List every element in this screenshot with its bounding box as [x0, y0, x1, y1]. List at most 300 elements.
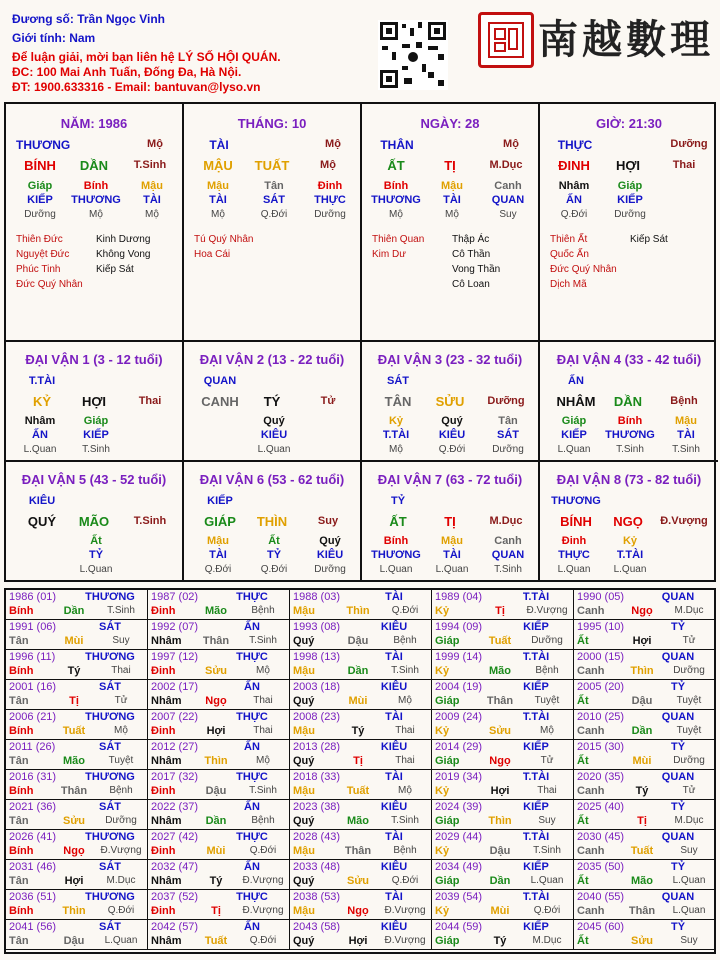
year-cell — [6, 800, 148, 830]
hidden-god: QUAN — [491, 194, 525, 206]
dai-van-title: ĐẠI VẬN 5 (43 - 52 tuổi) — [21, 472, 167, 487]
year-label: 1996 (11) — [9, 651, 56, 663]
year-state: Tuyệt — [108, 755, 134, 766]
year-branch: Mão — [489, 665, 511, 677]
year-branch: Tuất — [346, 785, 370, 797]
year-god: THỰC — [236, 771, 268, 783]
year-god: TỶ — [670, 801, 686, 813]
year-label: 1992 (07) — [151, 621, 199, 633]
annual-luck-grid — [4, 588, 716, 954]
hidden-state: T.Sinh — [672, 444, 700, 455]
year-god: TÀI — [385, 651, 403, 663]
dai-van-branch: TỊ — [444, 514, 456, 529]
year-stem: Bính — [9, 845, 34, 857]
earthly-branch: HỢI — [615, 158, 641, 173]
star-left: Thiên Ất — [550, 234, 588, 245]
year-branch: Dậu — [631, 695, 653, 707]
dai-van-state: Tử — [320, 395, 336, 407]
year-label: 2043 (58) — [293, 921, 341, 933]
year-stem: Tân — [9, 755, 29, 767]
year-stem: Giáp — [435, 875, 460, 887]
year-god: THƯƠNG — [85, 711, 135, 723]
hidden-stem: Giáp — [617, 180, 643, 192]
year-cell — [574, 590, 714, 620]
year-stem: Bính — [9, 605, 34, 617]
year-stem: Nhâm — [151, 755, 182, 767]
year-cell — [574, 710, 714, 740]
year-god: QUAN — [661, 771, 695, 783]
dai-van-grid — [4, 342, 716, 582]
year-stem: Bính — [9, 665, 34, 677]
year-stem: Tân — [9, 695, 29, 707]
hidden-stem: Nhâm — [558, 180, 590, 192]
year-state: Mộ — [540, 725, 554, 736]
year-stem: Nhâm — [151, 815, 182, 827]
year-label: 2020 (35) — [577, 771, 625, 783]
hidden-stem: Kỷ — [388, 415, 404, 427]
year-cell — [148, 620, 290, 650]
hidden-god: T.TÀI — [616, 549, 644, 561]
hidden-state: Mộ — [211, 209, 225, 220]
star-right: Vong Thần — [452, 264, 501, 275]
year-cell — [290, 830, 432, 860]
year-stem: Mậu — [293, 845, 315, 857]
life-stage: M.Dục — [489, 159, 523, 171]
hidden-stem: Bính — [383, 535, 409, 547]
year-state: Q.Đới — [107, 905, 135, 916]
year-label: 2021 (36) — [9, 801, 57, 813]
year-label: 2011 (26) — [9, 741, 56, 753]
year-label: 1987 (02) — [151, 591, 199, 603]
dai-van-1 — [6, 342, 184, 462]
year-god: ẤN — [244, 621, 260, 633]
dai-van-title: ĐẠI VẬN 3 (23 - 32 tuổi) — [377, 352, 523, 367]
year-state: Bệnh — [251, 605, 275, 616]
year-branch: Mùi — [64, 635, 84, 647]
year-state: Bệnh — [393, 845, 417, 856]
year-stem: Canh — [577, 845, 605, 857]
year-god: TỶ — [670, 621, 686, 633]
year-branch: Mùi — [206, 845, 226, 857]
hidden-state: Mộ — [445, 209, 459, 220]
ten-god-state: Mộ — [325, 138, 341, 150]
year-stem: Canh — [577, 665, 605, 677]
year-cell — [148, 590, 290, 620]
ten-god-state: Mộ — [503, 138, 519, 150]
year-branch: Sửu — [630, 935, 654, 947]
year-branch: Thân — [628, 905, 656, 917]
earthly-branch: TUẤT — [254, 158, 290, 173]
year-label: 2038 (53) — [293, 891, 341, 903]
year-branch: Ngọ — [347, 905, 369, 917]
year-state: T.Sinh — [249, 635, 277, 646]
year-branch: Tị — [495, 605, 505, 617]
dai-van-stem: CANH — [201, 394, 239, 409]
ten-god: TÀI — [209, 138, 229, 152]
year-stem: Canh — [577, 605, 605, 617]
year-stem: Canh — [577, 905, 605, 917]
year-label: 2004 (19) — [435, 681, 483, 693]
year-stem: Đinh — [151, 605, 176, 617]
year-branch: Dậu — [347, 635, 369, 647]
year-cell — [6, 650, 148, 680]
year-branch: Hợi — [490, 785, 510, 797]
year-stem: Ất — [577, 875, 589, 887]
year-stem: Nhâm — [151, 875, 182, 887]
hidden-god: ẤN — [566, 194, 582, 206]
year-cell — [574, 890, 714, 920]
pillar-0 — [6, 104, 184, 340]
year-label: 2037 (52) — [151, 891, 199, 903]
year-label: 2015 (30) — [577, 741, 625, 753]
dai-van-stem: QUÝ — [27, 514, 57, 529]
dai-van-2 — [184, 342, 362, 462]
hidden-state: Mộ — [389, 209, 403, 220]
year-god: TỶ — [670, 681, 686, 693]
year-state: M.Dục — [532, 935, 562, 946]
heavenly-stem: MẬU — [203, 158, 233, 173]
star-right: Kinh Dương — [96, 234, 151, 245]
year-stem: Ất — [577, 695, 589, 707]
year-branch: Tý — [351, 725, 365, 737]
year-branch: Mão — [63, 755, 85, 767]
year-cell — [148, 740, 290, 770]
dai-van-branch: TÝ — [263, 394, 281, 409]
dai-van-stem: GIÁP — [204, 514, 236, 529]
year-branch: Dần — [63, 605, 85, 617]
year-god: KIÊU — [380, 741, 408, 753]
year-stem: Quý — [293, 815, 315, 827]
hidden-state: Dưỡng — [314, 564, 346, 575]
year-state: Mộ — [256, 755, 270, 766]
dai-van-4 — [540, 342, 718, 462]
year-god: KIẾP — [523, 801, 549, 813]
hidden-state: Dưỡng — [314, 209, 346, 220]
year-cell — [432, 860, 574, 890]
year-god: THỰC — [236, 651, 268, 663]
year-cell — [148, 830, 290, 860]
year-label: 1991 (06) — [9, 621, 57, 633]
year-god: TÀI — [385, 831, 403, 843]
year-label: 2017 (32) — [151, 771, 199, 783]
year-stem: Mậu — [293, 785, 315, 797]
year-cell — [148, 890, 290, 920]
hidden-stem: Giáp — [561, 415, 587, 427]
year-stem: Bính — [9, 905, 34, 917]
year-state: Dưỡng — [673, 755, 705, 766]
year-state: Đ.Vượng — [384, 935, 426, 946]
year-label: 1999 (14) — [435, 651, 483, 663]
year-branch: Thìn — [488, 815, 512, 827]
year-stem: Mậu — [293, 725, 315, 737]
year-stem: Quý — [293, 935, 315, 947]
year-branch: Hợi — [348, 935, 368, 947]
year-branch: Mão — [631, 875, 653, 887]
year-stem: Nhâm — [151, 935, 182, 947]
hidden-god: ẤN — [32, 429, 48, 441]
year-god: THƯƠNG — [85, 651, 135, 663]
hidden-god: TỶ — [88, 549, 104, 561]
year-state: Tuyệt — [676, 725, 702, 736]
hidden-state: Q.Đới — [260, 564, 288, 575]
year-god: QUAN — [661, 831, 695, 843]
year-cell — [290, 590, 432, 620]
dai-van-6 — [184, 462, 362, 581]
year-label: 2014 (29) — [435, 741, 483, 753]
year-branch: Thìn — [204, 755, 228, 767]
year-branch: Thìn — [630, 665, 654, 677]
year-stem: Quý — [293, 635, 315, 647]
hidden-god: SÁT — [263, 194, 285, 206]
year-branch: Ngọ — [205, 695, 227, 707]
year-state: Đ.Vượng — [242, 875, 284, 886]
life-stage: T.Sinh — [133, 159, 167, 171]
hidden-god: KIÊU — [438, 429, 466, 441]
dai-van-title: ĐẠI VẬN 7 (63 - 72 tuổi) — [377, 472, 523, 487]
dai-van-stem: NHÂM — [556, 394, 596, 409]
year-state: Q.Đới — [249, 845, 277, 856]
hidden-state: Mộ — [389, 444, 403, 455]
year-state: Dưỡng — [105, 815, 137, 826]
year-label: 1988 (03) — [293, 591, 341, 603]
hidden-stem: Tân — [498, 415, 518, 427]
hidden-state: Q.Đới — [204, 564, 232, 575]
year-cell — [574, 830, 714, 860]
star-left: Quốc Ấn — [550, 249, 589, 260]
hidden-state: Suy — [499, 209, 517, 220]
hidden-state: L.Quan — [79, 564, 113, 575]
year-state: T.Sinh — [391, 665, 419, 676]
pillar-title: GIỜ: 21:30 — [595, 116, 662, 131]
year-label: 1995 (10) — [577, 621, 625, 633]
year-label: 2030 (45) — [577, 831, 625, 843]
year-stem: Đinh — [151, 665, 176, 677]
year-cell — [6, 860, 148, 890]
hidden-god: TÀI — [143, 194, 161, 206]
earthly-branch: TỊ — [444, 158, 456, 173]
hidden-god: THƯƠNG — [371, 549, 421, 561]
dai-van-branch: HỢI — [81, 394, 107, 409]
year-label: 2001 (16) — [9, 681, 57, 693]
hidden-stem: Đinh — [317, 180, 343, 192]
hidden-state: L.Quan — [557, 444, 591, 455]
year-stem: Tân — [9, 815, 29, 827]
year-state: Thai — [395, 755, 415, 766]
year-cell — [290, 860, 432, 890]
year-cell — [290, 650, 432, 680]
year-state: Mộ — [256, 665, 270, 676]
earthly-branch: DẦN — [79, 158, 109, 173]
year-state: Thai — [537, 785, 557, 796]
year-god: QUAN — [661, 651, 695, 663]
year-label: 1989 (04) — [435, 591, 483, 603]
dai-van-stem: ẤT — [389, 514, 407, 529]
hidden-stem: Canh — [494, 180, 522, 192]
year-branch: Thìn — [346, 605, 370, 617]
year-cell — [6, 890, 148, 920]
year-label: 2045 (60) — [577, 921, 625, 933]
year-god: QUAN — [661, 591, 695, 603]
year-god: KIÊU — [380, 681, 408, 693]
year-branch: Sửu — [204, 665, 228, 677]
year-god: SÁT — [99, 801, 121, 813]
hidden-state: T.Sinh — [82, 444, 110, 455]
dai-van-5 — [6, 462, 184, 581]
star-left: Thiên Đức — [16, 234, 63, 245]
year-cell — [574, 770, 714, 800]
year-branch: Tý — [67, 665, 81, 677]
hidden-god: KIẾP — [561, 429, 587, 441]
year-cell — [432, 710, 574, 740]
dai-van-branch: THÌN — [256, 514, 288, 529]
ten-god: THÂN — [380, 138, 414, 152]
star-left: Phúc Tinh — [16, 264, 61, 275]
star-left: Đức Quý Nhân — [550, 264, 617, 275]
year-cell — [432, 650, 574, 680]
hidden-stem: Ất — [90, 535, 102, 547]
year-stem: Giáp — [435, 755, 460, 767]
ten-god: THƯƠNG — [16, 138, 71, 152]
dai-van-god: THƯƠNG — [551, 495, 601, 507]
hidden-god: KIÊU — [316, 549, 344, 561]
dai-van-state: Thai — [138, 395, 162, 407]
ten-god-state: Dưỡng — [670, 138, 708, 150]
year-state: Tử — [682, 785, 696, 796]
dai-van-stem: BÍNH — [560, 514, 592, 529]
star-left: Kim Dư — [372, 249, 406, 260]
year-stem: Đinh — [151, 785, 176, 797]
year-label: 2023 (38) — [293, 801, 341, 813]
hidden-god: THƯƠNG — [71, 194, 121, 206]
hidden-stem: Giáp — [27, 180, 53, 192]
year-god: KIẾP — [523, 861, 549, 873]
hidden-god: KIẾP — [83, 429, 109, 441]
year-label: 2019 (34) — [435, 771, 483, 783]
year-state: Suy — [538, 815, 556, 826]
year-label: 1994 (09) — [435, 621, 483, 633]
year-cell — [432, 890, 574, 920]
star-left: Tú Quý Nhân — [194, 234, 254, 245]
year-stem: Giáp — [435, 635, 460, 647]
year-stem: Tân — [9, 935, 29, 947]
hidden-god: TÀI — [443, 549, 461, 561]
hidden-state: T.Sinh — [616, 444, 644, 455]
year-god: THỰC — [236, 711, 268, 723]
hidden-god: THƯƠNG — [371, 194, 421, 206]
year-label: 2027 (42) — [151, 831, 199, 843]
year-label: 2040 (55) — [577, 891, 625, 903]
year-state: Tử — [682, 635, 696, 646]
year-god: SÁT — [99, 861, 121, 873]
year-god: KIẾP — [523, 681, 549, 693]
star-left: Thiên Quan — [372, 234, 425, 245]
year-label: 2018 (33) — [293, 771, 341, 783]
year-state: Q.Đới — [391, 875, 419, 886]
year-label: 2005 (20) — [577, 681, 625, 693]
dai-van-god: TỶ — [390, 495, 406, 507]
year-cell — [290, 710, 432, 740]
year-god: SÁT — [99, 681, 121, 693]
year-stem: Kỷ — [435, 605, 450, 617]
year-god: KIÊU — [380, 621, 408, 633]
year-god: T.TÀI — [522, 711, 550, 723]
year-god: TỶ — [670, 921, 686, 933]
hidden-state: L.Quan — [613, 564, 647, 575]
year-cell — [574, 740, 714, 770]
year-label: 2041 (56) — [9, 921, 57, 933]
owner-name: Đương số: Trần Ngọc Vinh — [12, 12, 166, 26]
year-state: Tử — [540, 755, 554, 766]
year-god: THƯƠNG — [85, 891, 135, 903]
ten-god-state: Mộ — [147, 138, 163, 150]
year-cell — [6, 830, 148, 860]
dai-van-state: Suy — [317, 515, 339, 527]
year-stem: Quý — [293, 875, 315, 887]
hidden-state: Q.Đới — [438, 444, 466, 455]
year-label: 2000 (15) — [577, 651, 625, 663]
year-branch: Tý — [493, 935, 507, 947]
year-god: SÁT — [99, 921, 121, 933]
year-stem: Kỷ — [435, 905, 450, 917]
hidden-god: SÁT — [497, 429, 519, 441]
year-cell — [574, 920, 714, 950]
year-stem: Kỷ — [435, 785, 450, 797]
year-label: 1986 (01) — [9, 591, 57, 603]
year-branch: Dần — [205, 815, 227, 827]
year-stem: Ất — [577, 635, 589, 647]
year-god: SÁT — [99, 621, 121, 633]
year-label: 2035 (50) — [577, 861, 625, 873]
year-god: KIÊU — [380, 861, 408, 873]
year-label: 2003 (18) — [293, 681, 341, 693]
year-stem: Quý — [293, 695, 315, 707]
hidden-stem: Nhâm — [24, 415, 56, 427]
heavenly-stem: ĐINH — [558, 158, 590, 173]
year-label: 1998 (13) — [293, 651, 341, 663]
hidden-state: L.Quan — [557, 564, 591, 575]
year-god: ẤN — [244, 921, 260, 933]
year-branch: Ngọ — [489, 755, 511, 767]
year-branch: Dậu — [205, 785, 227, 797]
year-state: Suy — [680, 845, 698, 856]
hidden-state: T.Sinh — [494, 564, 522, 575]
qr-code-icon[interactable] — [378, 20, 448, 90]
year-cell — [290, 620, 432, 650]
year-stem: Mậu — [293, 665, 315, 677]
year-branch: Ngọ — [63, 845, 85, 857]
year-cell — [432, 830, 574, 860]
year-branch: Tuất — [630, 845, 654, 857]
year-branch: Tị — [69, 695, 79, 707]
contact-note: Để luận giải, mời bạn liên hệ LÝ SỐ HỘI QUÁN. — [12, 50, 281, 64]
year-state: Đ.Vượng — [526, 605, 568, 616]
year-state: Bệnh — [393, 635, 417, 646]
year-state: Bệnh — [535, 665, 559, 676]
year-cell — [6, 590, 148, 620]
year-branch: Tị — [211, 905, 221, 917]
year-label: 2033 (48) — [293, 861, 341, 873]
year-stem: Mậu — [293, 905, 315, 917]
year-cell — [574, 800, 714, 830]
dai-van-title: ĐẠI VẬN 2 (13 - 22 tuổi) — [199, 352, 345, 367]
hidden-god: TÀI — [209, 549, 227, 561]
year-branch: Mão — [205, 605, 227, 617]
year-stem: Bính — [9, 785, 34, 797]
year-stem: Đinh — [151, 725, 176, 737]
year-label: 2031 (46) — [9, 861, 57, 873]
year-state: T.Sinh — [249, 785, 277, 796]
dai-van-title: ĐẠI VẬN 1 (3 - 12 tuổi) — [25, 352, 163, 367]
